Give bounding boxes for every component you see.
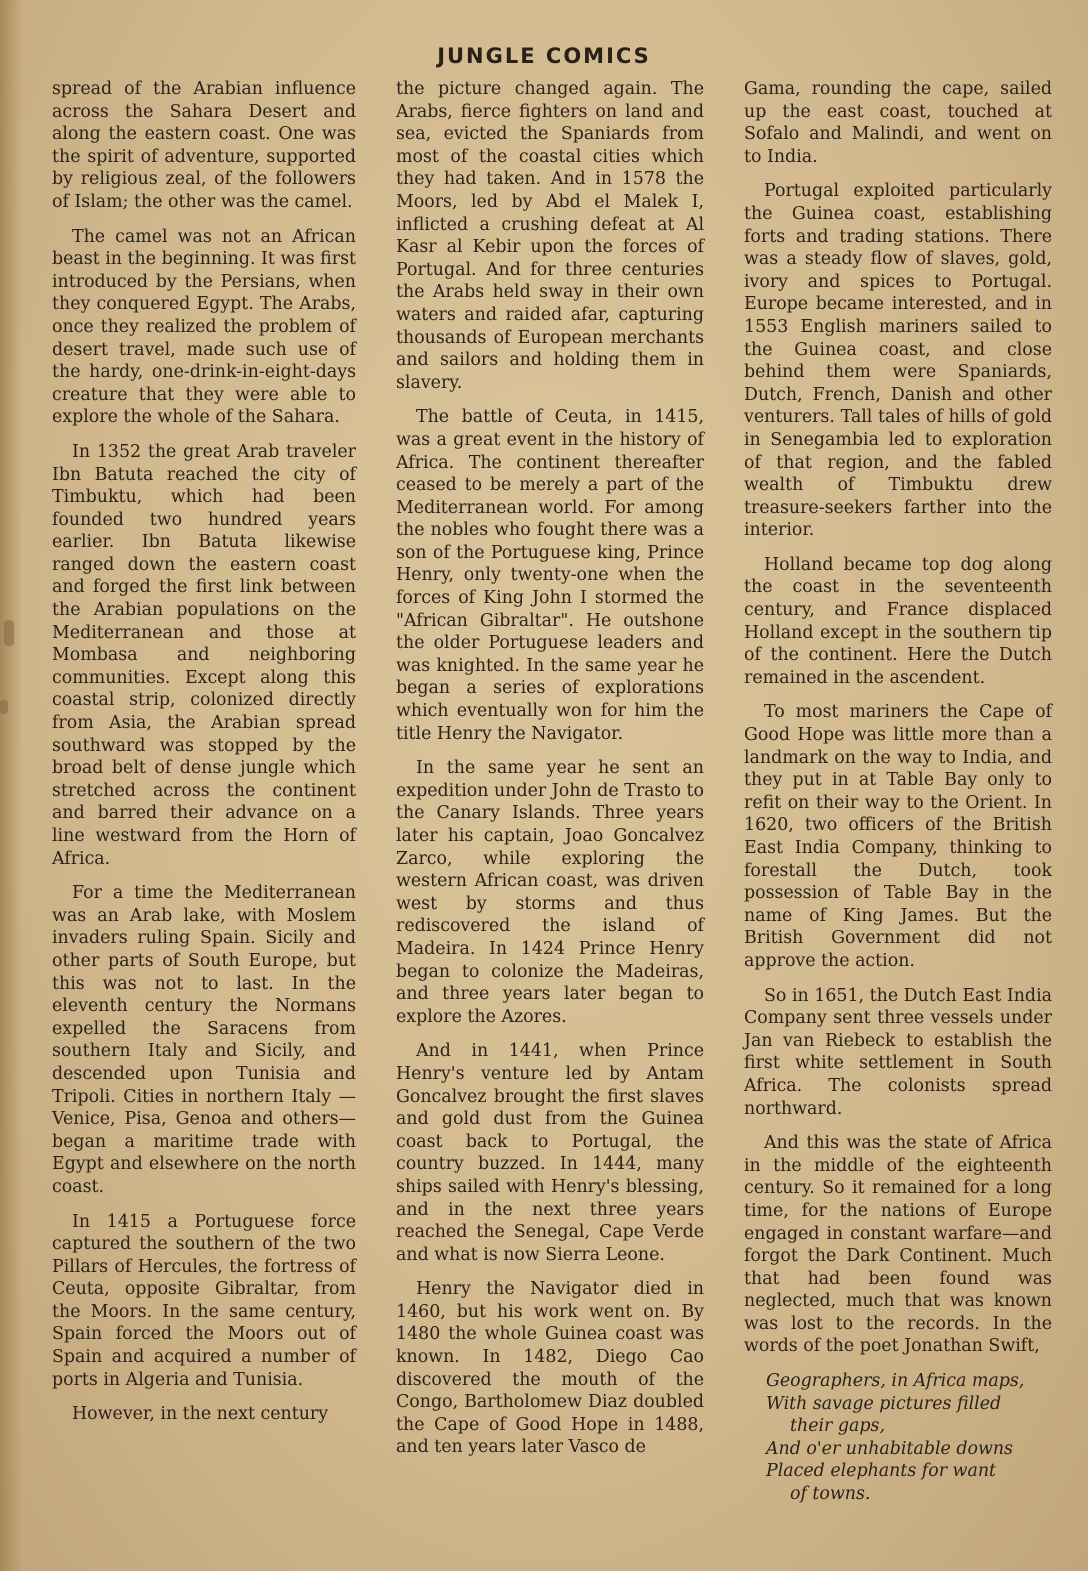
paragraph: However, in the next century bbox=[72, 1404, 329, 1425]
paragraph: Henry the Navigator died in 1460, but his work went on. By 1480 the whole Guinea coast was known. In 1482, Diego Cao discovered the mouth of the Congo, Bartholomew Diaz doubled the Cape of Good Hope in 1488, and ten years later Vasco de bbox=[396, 1279, 704, 1458]
paragraph: For a time the Mediterranean was an Arab lake, with Moslem invaders ruling Spain. Sicily and other parts of South Europe, but this was not to last. In the eleventh century the Normans expelled the Saracens from southern Italy and Sicily, and descended upon Tunisia and Tripoli. Cities in northern Italy —Venice, Pisa, Genoa and others—began a maritime trade with Egypt and elsewhere on the north coast. bbox=[52, 883, 356, 1197]
poem-quote bbox=[766, 1370, 1052, 1506]
paragraph: In 1352 the great Arab traveler Ibn Batuta reached the city of Timbuktu, which had been founded two hundred years earlier. Ibn Batuta likewise ranged down the eastern coast and forged the first link between the Arabian populations on the Mediterranean and those at Mombasa and neighboring communities. Except along this coastal strip, colonized directly from Asia, the Arabian spread southward was stopped by the broad belt of dense jungle which stretched across the continent and barred their advance on a line westward from the Horn of Africa. bbox=[52, 441, 356, 869]
poem-line: of towns. bbox=[790, 1484, 871, 1505]
paragraph: spread of the Arabian influence across the Sahara Desert and along the eastern coast. One was the spirit of adventure, supported by religious zeal, of the followers of Islam; the other was the camel. bbox=[52, 79, 356, 212]
paragraph: In 1415 a Portuguese force captured the southern of the two Pillars of Hercules, the fortress of Ceuta, opposite Gibraltar, from the Moors. In the same century, Spain forced the Moors out of Spain and acquired a number of ports in Algeria and Tunisia. bbox=[52, 1211, 356, 1390]
paragraph: The battle of Ceuta, in 1415, was a great event in the history of Africa. The continent thereafter ceased to be merely a part of the Mediterranean world. For among the nobles who fought there was a son of the Portuguese king, Prince Henry, only twenty-one when the forces of King John I stormed the "African Gibraltar". He outshone the older Portuguese leaders and was knighted. In the same year he began a series of explorations which eventually won for him the title Henry the Navigator. bbox=[396, 407, 704, 744]
poem-line: And o'er unhabitable downs bbox=[766, 1438, 1013, 1459]
paragraph: The camel was not an African beast in the beginning. It was first introduced by the Persians, when they conquered Egypt. The Arabs, once they realized the problem of desert travel, made such use of the hardy, one-drink-in-eight-days creature that they were able to explore the whole of the Sahara. bbox=[52, 226, 356, 428]
paper-stain bbox=[4, 620, 14, 646]
poem-line: Geographers, in Africa maps, bbox=[766, 1371, 1025, 1392]
paragraph: Portugal exploited particularly the Guinea coast, establishing forts and trading stations. There was a steady flow of slaves, gold, ivory and spices to Portugal. Europe became interested, and in 1553 English mariners sailed to the Guinea coast, and close behind them were Spaniards, Dutch, French, Danish and other venturers. Tall tales of hills of gold in Senegambia led to exploration of that region, and the fabled wealth of Timbuktu drew treasure-seekers farther into the interior. bbox=[744, 181, 1052, 541]
text-column-1 bbox=[52, 78, 356, 1438]
text-column-3 bbox=[744, 78, 1052, 1506]
poem-line: Placed elephants for want bbox=[766, 1461, 997, 1482]
paragraph: And in 1441, when Prince Henry's venture led by Antam Goncalvez brought the first slaves and gold dust from the Guinea coast back to Portugal, the country buzzed. In 1444, many ships sailed with Henry's blessing, and in the next three years reached the Senegal, Cape Verde and what is now Sierra Leone. bbox=[396, 1041, 704, 1265]
paragraph: the picture changed again. The Arabs, fierce fighters on land and sea, evicted the Spaniards from most of the coastal cities which they had taken. And in 1578 the Moors, led by Abd el Malek I, inflicted a crushing defeat at Al Kasr al Kebir upon the forces of Portugal. And for three centuries the Arabs held sway in their own waters and raided afar, capturing thousands of European merchants and sailors and holding them in slavery. bbox=[396, 79, 704, 393]
paragraph: And this was the state of Africa in the middle of the eighteenth century. So it remained for a long time, for the nations of Europe engaged in constant warfare—and forgot the Dark Continent. Much that had been found was neglected, much that was known was lost to the records. In the words of the poet Jonathan Swift, bbox=[744, 1133, 1052, 1357]
paper-stain bbox=[0, 700, 8, 714]
poem-line: their gaps, bbox=[790, 1416, 885, 1437]
paragraph: Gama, rounding the cape, sailed up the east coast, touched at Sofalo and Malindi, and went on to India. bbox=[744, 79, 1052, 167]
paragraph: To most mariners the Cape of Good Hope was little more than a landmark on the way to India, and they put in at Table Bay only to refit on their way to the Orient. In 1620, two officers of the British East India Company, thinking to forestall the Dutch, took possession of Table Bay in the name of King James. But the British Government did not approve the action. bbox=[744, 702, 1052, 971]
paragraph: In the same year he sent an expedition under John de Trasto to the Canary Islands. Three years later his captain, Joao Goncalvez Zarco, while exploring the western African coast, was driven west by storms and thus rediscovered the island of Madeira. In 1424 Prince Henry began to colonize the Madeiras, and three years later began to explore the Azores. bbox=[396, 758, 704, 1027]
paragraph: Holland became top dog along the coast in the seventeenth century, and France displaced Holland except in the southern tip of the continent. Here the Dutch remained in the ascendent. bbox=[744, 554, 1052, 688]
paragraph: So in 1651, the Dutch East India Company sent three vessels under Jan van Riebeck to establish the first white settlement in South Africa. The colonists spread northward. bbox=[744, 985, 1052, 1119]
page-header: JUNGLE COMICS bbox=[437, 44, 651, 68]
poem-line: With savage pictures filled bbox=[766, 1393, 1002, 1414]
page-edge-shadow bbox=[0, 0, 22, 1571]
text-column-2 bbox=[396, 78, 704, 1471]
